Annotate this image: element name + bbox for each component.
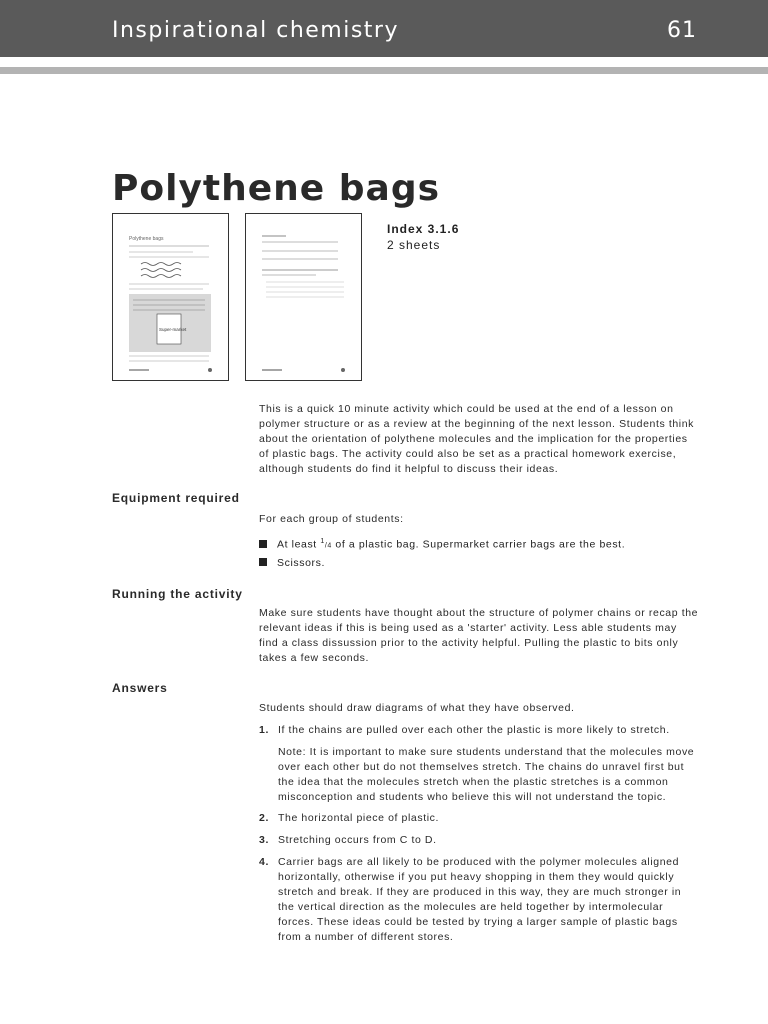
- worksheet-thumbnail-2[interactable]: [245, 213, 362, 381]
- fraction-denominator: /4: [324, 542, 332, 550]
- answer-text: Stretching occurs from C to D.: [278, 834, 437, 846]
- bullet-square-icon: [259, 540, 267, 548]
- page-header: [0, 0, 768, 57]
- answer-item-2: [259, 811, 699, 826]
- worksheet-preview-2: [246, 214, 361, 380]
- worksheet-preview-1: [113, 214, 228, 380]
- answer-note: [259, 745, 699, 805]
- answers-heading: Answers: [112, 681, 168, 695]
- equipment-item-scissors: [259, 556, 699, 571]
- header-divider: [0, 67, 768, 74]
- running-paragraph: Make sure students have thought about the structure of polymer chains or recap the relevant ideas if this is being used as a 'starter' activity. Less able students may find a class dissussion prior to the activity helpful. Pulling the plastic to bits only takes a few seconds.: [259, 607, 699, 664]
- index-label: Index 3.1.6: [387, 222, 460, 236]
- book-title: Inspirational chemistry: [112, 18, 399, 43]
- item-text: At least: [277, 538, 321, 551]
- answers-lead: Students should draw diagrams of what they have observed.: [259, 702, 575, 714]
- answer-text: The horizontal piece of plastic.: [278, 812, 440, 824]
- equipment-item-bag: [259, 534, 699, 554]
- equipment-heading: Equipment required: [112, 491, 240, 505]
- bullet-square-icon: [259, 558, 267, 566]
- item-text: of a plastic bag. Supermarket carrier bags are the best.: [331, 538, 626, 551]
- answer-number: 2.: [259, 812, 269, 824]
- intro-paragraph: This is a quick 10 minute activity which could be used at the end of a lesson on polymer structure or as a review at the beginning of the next lesson. Students think about the orientation of polythene molecules and the implication for the properties of plastic bags. The activity could also be set as a practical homework exercise, although students do find it helpful to discuss their ideas.: [259, 403, 695, 475]
- page-number: 61: [667, 18, 697, 43]
- answer-number: 3.: [259, 834, 269, 846]
- page-title: Polythene bags: [112, 168, 441, 209]
- answer-text: Note: It is important to make sure students understand that the molecules move over each other but do not themselves stretch. The chains do unravel first but the idea that the molecules stretch when the plastic stretches is a common misconception and students who believe this will not understand the topic.: [278, 746, 695, 803]
- answer-item-4: [259, 855, 699, 945]
- fraction-numerator: 1: [320, 538, 325, 545]
- thumb-box-text: Super-market: [159, 327, 187, 332]
- worksheet-thumbnail-1[interactable]: [112, 213, 229, 381]
- answer-text: Carrier bags are all likely to be produced with the polymer molecules aligned horizontally, otherwise if you put heavy shopping in them they would quickly stretch and break. If they are produced in this way, they are much stronger in the vertical direction as the molecules are held together by intermolecular forces. These ideas could be tested by trying a larger sample of plastic bags from a number of different stores.: [278, 856, 682, 943]
- item-text: Scissors.: [277, 557, 325, 569]
- equipment-lead: For each group of students:: [259, 513, 404, 525]
- index-block: [387, 221, 459, 253]
- answer-number: 1.: [259, 724, 269, 736]
- running-heading: Running the activity: [112, 587, 243, 601]
- sheet-count: 2 sheets: [387, 238, 441, 252]
- answer-number: 4.: [259, 856, 269, 868]
- answer-item-1: [259, 723, 699, 738]
- thumb-title: Polythene bags: [129, 236, 164, 242]
- answer-text: If the chains are pulled over each other the plastic is more likely to stretch.: [278, 724, 670, 736]
- answer-item-3: [259, 833, 699, 848]
